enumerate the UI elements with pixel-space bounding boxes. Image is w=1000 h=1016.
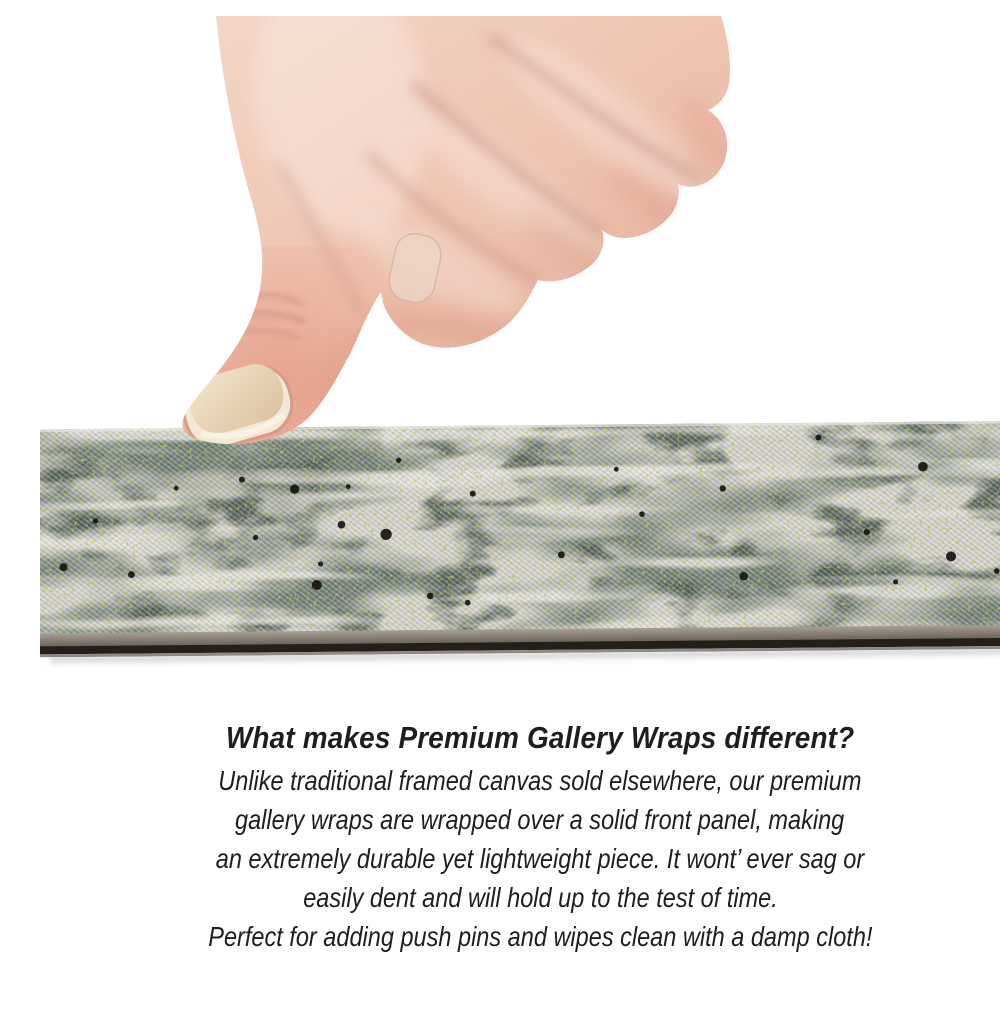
- caption-line: [40, 761, 1000, 800]
- caption-heading: [40, 714, 1000, 761]
- gallery-wrap-promo-image: [40, 16, 1000, 1016]
- caption-line-text: an extremely durable yet lightweight piece. It wont’ ever sag or: [215, 843, 865, 874]
- caption-line: [40, 800, 1000, 839]
- caption-line-text: Perfect for adding push pins and wipes clean with a damp cloth!: [207, 921, 873, 952]
- hand-photo: [40, 16, 1000, 448]
- caption-line-text: gallery wraps are wrapped over a solid front panel, making: [235, 804, 845, 835]
- hand-pressing-thumb-graphic: [40, 16, 1000, 448]
- caption-heading-text: What makes Premium Gallery Wraps different?: [225, 720, 855, 755]
- canvas-edge-strip-photo: [40, 421, 1000, 667]
- caption-line: [40, 839, 1000, 878]
- caption-body: [40, 761, 1000, 956]
- caption-line: [40, 917, 1000, 956]
- caption: [40, 714, 1000, 956]
- caption-line-text: Unlike traditional framed canvas sold elsewhere, our premium: [218, 765, 862, 796]
- caption-line-text: easily dent and will hold up to the test of time.: [302, 882, 778, 913]
- caption-line: [40, 878, 1000, 917]
- canvas-texture-graphic: [40, 421, 1000, 658]
